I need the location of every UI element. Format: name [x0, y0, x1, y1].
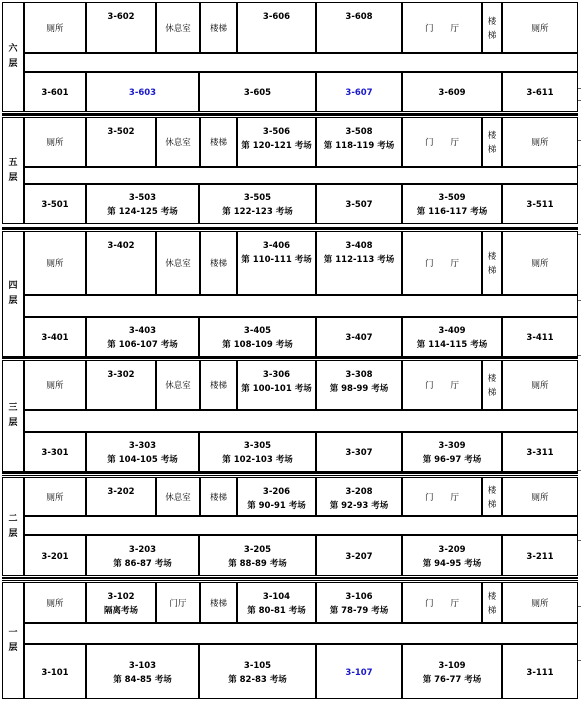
room-cell [237, 2, 316, 53]
cell-text: 3-308 [345, 370, 373, 380]
cell-text: 3-408 [345, 241, 373, 251]
facility-cell [200, 117, 237, 167]
cell-text: 3-104 [262, 592, 291, 602]
cell-text: 3-311 [526, 448, 554, 458]
floor-label-char: 层 [8, 528, 18, 539]
facility-cell [502, 582, 578, 623]
cell-text: 楼 [487, 591, 497, 602]
edge-mark [578, 300, 581, 301]
cell-subtext: 第 104-105 考场 [107, 455, 178, 465]
facility-cell [482, 2, 502, 53]
room-cell [237, 117, 316, 167]
room-cell [316, 535, 402, 576]
cell-subtext: 第 122-123 考场 [222, 207, 293, 217]
cell-text: 楼梯 [209, 492, 227, 503]
cell-subtext: 第 76-77 考场 [422, 674, 482, 685]
cell-text: 3-601 [41, 88, 69, 98]
room-cell [316, 184, 402, 224]
facility-cell [156, 2, 200, 53]
cell-text: 3-309 [438, 441, 466, 451]
facility-cell [502, 2, 578, 53]
cell-text: 3-302 [107, 370, 135, 380]
facility-cell [502, 117, 578, 167]
edge-mark [578, 540, 581, 541]
facility-cell [156, 582, 200, 623]
floor-label [2, 2, 24, 112]
cell-subtext: 第 106-107 考场 [107, 340, 178, 350]
facility-cell [200, 582, 237, 623]
room-cell [316, 432, 402, 472]
room-cell [316, 117, 402, 167]
cell-text: 3-607 [345, 88, 373, 98]
room-cell [316, 72, 402, 112]
room-cell [24, 535, 86, 576]
room-cell [237, 477, 316, 516]
cell-text: 3-201 [41, 551, 69, 562]
room-cell [24, 184, 86, 224]
floor-separator [2, 356, 578, 359]
cell-subtext: 第 124-125 考场 [107, 207, 178, 217]
cell-subtext: 梯 [487, 605, 497, 616]
room-cell [237, 582, 316, 623]
edge-mark [578, 470, 581, 471]
cell-text: 楼 [487, 374, 497, 384]
room-cell [199, 432, 316, 472]
cell-text: 3-403 [128, 326, 157, 336]
cell-text: 3-605 [243, 88, 272, 98]
room-cell [316, 644, 402, 699]
cell-text: 3-202 [107, 487, 135, 497]
cell-text: 3-205 [243, 544, 272, 555]
cell-subtext: 第 118-119 考场 [323, 141, 395, 151]
room-cell [316, 477, 402, 516]
cell-text: 门 厅 [424, 381, 459, 391]
cell-subtext: 第 120-121 考场 [241, 141, 312, 151]
floor-label-char: 四 [8, 281, 18, 291]
room-cell [24, 317, 86, 357]
room-cell [402, 317, 502, 357]
cell-subtext: 梯 [487, 499, 497, 510]
cell-subtext: 第 96-97 考场 [422, 455, 482, 465]
floor-label-char: 层 [8, 642, 18, 653]
room-cell [402, 535, 502, 576]
cell-text: 3-501 [41, 200, 69, 210]
cell-text: 楼梯 [209, 381, 227, 391]
room-cell [316, 317, 402, 357]
cell-text: 休息室 [165, 381, 191, 391]
floor-label [2, 231, 24, 357]
floor-label-char: 六 [8, 44, 18, 54]
floor-label [2, 582, 24, 699]
cell-text: 3-209 [438, 544, 466, 555]
room-cell [316, 2, 402, 53]
cell-subtext: 第 98-99 考场 [329, 384, 389, 394]
facility-cell [24, 117, 86, 167]
edge-mark [578, 165, 581, 166]
cell-subtext: 第 88-89 考场 [228, 558, 287, 569]
cell-text: 厕所 [531, 138, 549, 148]
edge-mark [578, 100, 581, 101]
cell-subtext: 第 94-95 考场 [422, 558, 482, 569]
corridor [24, 516, 578, 535]
cell-text: 3-303 [128, 441, 157, 451]
room-cell [502, 317, 578, 357]
facility-cell [482, 117, 502, 167]
floor-label-char: 五 [8, 157, 18, 168]
room-cell [86, 184, 199, 224]
cell-text: 厕所 [531, 23, 549, 34]
cell-text: 楼梯 [209, 598, 227, 609]
cell-text: 3-505 [243, 193, 272, 203]
cell-text: 3-208 [345, 487, 373, 497]
facility-cell [156, 231, 200, 295]
corridor [24, 295, 578, 317]
cell-text: 3-206 [262, 487, 291, 497]
room-cell [86, 317, 199, 357]
cell-text: 厕所 [46, 492, 64, 503]
cell-text: 厕所 [46, 598, 64, 609]
cell-subtext: 第 114-115 考场 [416, 340, 488, 350]
cell-text: 楼梯 [209, 138, 227, 148]
cell-text: 3-602 [107, 12, 135, 22]
facility-cell [200, 360, 237, 410]
cell-text: 3-606 [262, 12, 291, 22]
cell-text: 3-603 [128, 88, 157, 98]
room-cell [199, 644, 316, 699]
cell-text: 厕所 [46, 138, 64, 148]
cell-subtext: 梯 [487, 266, 497, 276]
cell-text: 门 厅 [424, 492, 459, 503]
room-cell [199, 184, 316, 224]
room-cell [316, 582, 402, 623]
room-cell [502, 644, 578, 699]
edge-mark [578, 88, 581, 89]
cell-text: 厕所 [46, 381, 64, 391]
facility-cell [200, 231, 237, 295]
cell-subtext: 梯 [487, 145, 497, 155]
edge-mark [578, 140, 581, 141]
room-cell [86, 535, 199, 576]
cell-text: 3-101 [41, 667, 69, 678]
facility-cell [156, 477, 200, 516]
cell-text: 门 厅 [424, 598, 459, 609]
cell-text: 厕所 [531, 259, 549, 269]
room-cell [86, 231, 156, 295]
room-cell [502, 184, 578, 224]
cell-text: 门 厅 [424, 138, 459, 148]
floor-label-char: 层 [8, 172, 18, 183]
cell-text: 3-611 [526, 88, 554, 98]
cell-text: 3-305 [243, 441, 272, 451]
cell-subtext: 第 108-109 考场 [222, 340, 293, 350]
cell-subtext: 梯 [487, 388, 497, 398]
cell-text: 3-609 [438, 88, 466, 98]
cell-text: 3-508 [345, 127, 373, 137]
room-cell [402, 184, 502, 224]
cell-text: 3-511 [526, 200, 554, 210]
room-cell [24, 644, 86, 699]
cell-subtext: 第 112-113 考场 [323, 255, 395, 265]
cell-text: 3-405 [243, 326, 272, 336]
room-cell [402, 644, 502, 699]
cell-text: 3-509 [438, 193, 466, 203]
floor-label [2, 117, 24, 224]
cell-subtext: 第 82-83 考场 [228, 674, 287, 685]
corridor [24, 53, 578, 72]
corridor [24, 167, 578, 184]
cell-text: 3-106 [345, 592, 373, 602]
edge-mark [578, 606, 581, 607]
floor-separator [2, 113, 578, 116]
cell-text: 3-307 [345, 448, 373, 458]
cell-text: 3-507 [345, 200, 373, 210]
cell-text: 3-506 [262, 127, 291, 137]
cell-text: 楼 [487, 252, 497, 262]
facility-cell [482, 477, 502, 516]
cell-subtext: 梯 [487, 30, 497, 41]
room-cell [86, 2, 156, 53]
cell-text: 楼 [487, 131, 497, 141]
floor-label-char: 三 [8, 403, 18, 413]
cell-text: 楼梯 [209, 259, 227, 269]
floor-label-char: 二 [8, 513, 18, 524]
cell-subtext: 第 100-101 考场 [241, 384, 312, 394]
floor-label [2, 360, 24, 472]
facility-cell [156, 117, 200, 167]
room-cell [502, 432, 578, 472]
floor-separator [2, 475, 578, 476]
cell-text: 休息室 [165, 138, 191, 148]
cell-text: 门 厅 [424, 259, 459, 269]
cell-text: 楼 [487, 16, 497, 27]
room-cell [502, 72, 578, 112]
cell-text: 3-503 [128, 193, 157, 203]
facility-cell [502, 360, 578, 410]
cell-subtext: 第 110-111 考场 [241, 255, 312, 265]
cell-text: 楼 [487, 485, 497, 496]
floor-label-char: 层 [8, 296, 18, 306]
room-cell [86, 72, 199, 112]
cell-text: 3-203 [128, 544, 157, 555]
cell-text: 3-109 [438, 660, 466, 671]
room-cell [86, 477, 156, 516]
cell-text: 3-502 [107, 127, 135, 137]
cell-subtext: 第 86-87 考场 [113, 558, 172, 569]
cell-text: 3-411 [526, 333, 554, 343]
floor-separator [2, 227, 578, 230]
cell-text: 3-608 [345, 12, 373, 22]
room-cell [316, 231, 402, 295]
cell-text: 3-111 [526, 667, 554, 678]
floor-separator [2, 577, 578, 579]
cell-text: 厕所 [46, 23, 64, 34]
room-cell [86, 117, 156, 167]
cell-text: 厕所 [531, 598, 549, 609]
facility-cell [200, 2, 237, 53]
facility-cell [402, 582, 482, 623]
floor-label-char: 层 [8, 418, 18, 428]
floor-label-char: 一 [8, 627, 18, 638]
facility-cell [24, 477, 86, 516]
cell-text: 3-107 [345, 667, 373, 678]
facility-cell [502, 231, 578, 295]
room-cell [199, 317, 316, 357]
edge-mark [578, 660, 581, 661]
cell-text: 厕所 [46, 259, 64, 269]
cell-text: 3-102 [107, 592, 135, 602]
facility-cell [24, 360, 86, 410]
cell-text: 3-401 [41, 333, 69, 343]
edge-mark [578, 355, 581, 356]
facility-cell [482, 360, 502, 410]
cell-subtext: 隔离考场 [103, 606, 138, 616]
cell-text: 休息室 [165, 492, 191, 503]
cell-text: 门厅 [169, 598, 187, 609]
cell-subtext: 第 84-85 考场 [113, 674, 172, 685]
cell-text: 门 厅 [424, 23, 459, 34]
cell-subtext: 第 102-103 考场 [222, 455, 293, 465]
cell-subtext: 第 78-79 考场 [329, 606, 389, 616]
cell-subtext: 第 80-81 考场 [247, 606, 306, 616]
cell-subtext: 第 90-91 考场 [247, 501, 306, 511]
room-cell [237, 360, 316, 410]
facility-cell [402, 231, 482, 295]
cell-text: 3-103 [128, 660, 157, 671]
facility-cell [402, 2, 482, 53]
facility-cell [482, 582, 502, 623]
cell-subtext: 第 92-93 考场 [329, 501, 389, 511]
room-cell [86, 360, 156, 410]
cell-text: 厕所 [531, 381, 549, 391]
facility-cell [24, 582, 86, 623]
room-cell [86, 432, 199, 472]
facility-cell [24, 2, 86, 53]
facility-cell [402, 117, 482, 167]
floor-separator [2, 472, 578, 474]
cell-text: 厕所 [531, 492, 549, 503]
cell-text: 3-406 [262, 241, 291, 251]
room-cell [24, 72, 86, 112]
cell-text: 休息室 [165, 259, 191, 269]
room-cell [316, 360, 402, 410]
facility-cell [402, 477, 482, 516]
facility-cell [502, 477, 578, 516]
facility-cell [156, 360, 200, 410]
room-cell [199, 535, 316, 576]
room-cell [199, 72, 316, 112]
facility-cell [402, 360, 482, 410]
corridor [24, 623, 578, 644]
room-cell [24, 432, 86, 472]
cell-text: 3-409 [438, 326, 466, 336]
edge-mark [578, 234, 581, 235]
room-cell [86, 644, 199, 699]
cell-text: 3-407 [345, 333, 373, 343]
floor-separator [2, 580, 578, 581]
room-cell [86, 582, 156, 623]
corridor [24, 410, 578, 432]
cell-text: 休息室 [165, 23, 191, 34]
cell-subtext: 第 116-117 考场 [416, 207, 488, 217]
facility-cell [200, 477, 237, 516]
room-cell [402, 72, 502, 112]
floor-label-char: 层 [8, 59, 18, 69]
cell-text: 楼梯 [209, 23, 227, 34]
cell-text: 3-402 [107, 241, 135, 251]
cell-text: 3-211 [526, 551, 554, 562]
room-cell [402, 432, 502, 472]
cell-text: 3-207 [345, 551, 373, 562]
cell-text: 3-306 [262, 370, 291, 380]
facility-cell [482, 231, 502, 295]
floor-label [2, 477, 24, 576]
room-cell [502, 535, 578, 576]
cell-text: 3-105 [243, 660, 272, 671]
facility-cell [24, 231, 86, 295]
cell-text: 3-301 [41, 448, 69, 458]
room-cell [237, 231, 316, 295]
